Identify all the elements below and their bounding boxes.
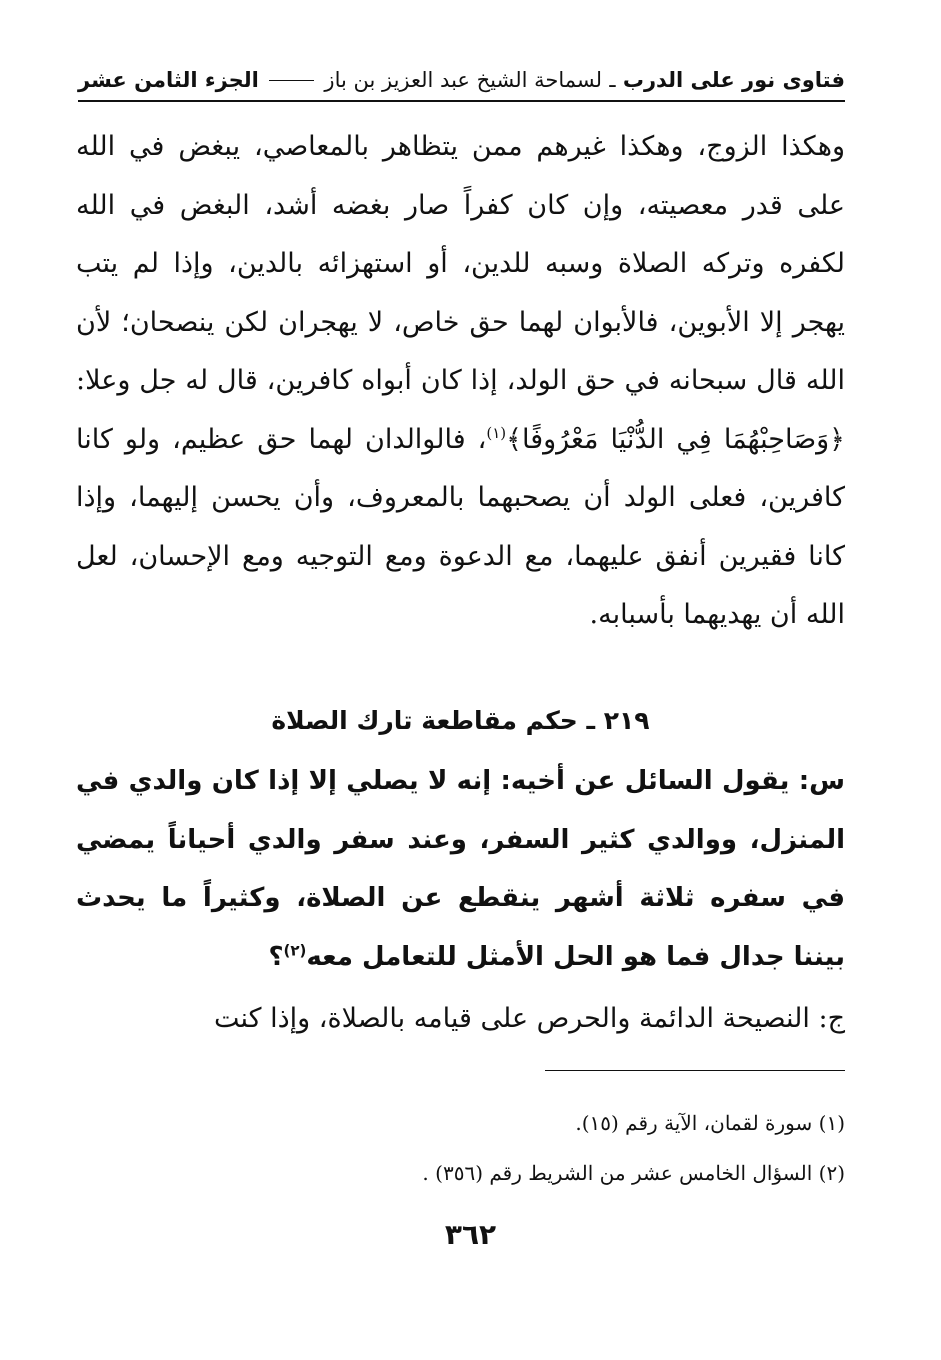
answer-block [76,990,845,1048]
section-dash: ـ [586,706,596,735]
header-rule [269,80,315,81]
answer-label: ج: [818,1003,845,1034]
running-header [78,60,845,102]
footnote-ref-1: (١) [486,423,507,442]
footnote-2: (٢) السؤال الخامس عشر من الشريط رقم (٣٥٦) . [422,1161,845,1185]
section-heading [76,696,845,746]
paragraph-text-before-quote: وهكذا الزوج، وهكذا غيرهم ممن يتظاهر بالمعاصي، يبغض في الله على قدر معصيته، وإن كان كفراً صار بغضه أشد، البغض في الله لكفره وتركه الصلاة وسبه للدين، أو استهزائه بالدين، وإذا لم يتب يهجر إلا الأبوين، فالأبوان لهما حق خاص، لا يهجران لكن ينصحان؛ لأن الله قال سبحانه في حق الولد، إذا كان أبواه كافرين، قال له جل وعلا: [76,131,845,396]
question-block [76,752,845,986]
body-text [76,118,845,645]
footnote-rule [545,1070,845,1071]
section-number: ٢١٩ [603,706,650,735]
header-separator: ـ [609,68,616,92]
question-mark: ؟ [268,941,284,972]
quran-quote: ﴿وَصَاحِبْهُمَا فِي الدُّنْيَا مَعْرُوفًا﴾ [506,423,845,455]
footnote-ref-2: (٢) [283,940,307,959]
question-text: يقول السائل عن أخيه: إنه لا يصلي إلا إذا كان والدي في المنزل، ووالدي كثير السفر، وعند سفر والدي أحياناً يمضي في سفره ثلاثة أشهر ينقطع عن الصلاة، وكثيراً ما يحدث بيننا جدال فما هو الحل الأمثل للتعامل معه [76,766,845,972]
section-title: حكم مقاطعة تارك الصلاة [271,706,578,735]
header-book-info [324,68,845,92]
paragraph-text-after-quote: ، فالوالدان لهما حق عظيم، ولو كانا كافرين، فعلى الولد أن يصحبهما بالمعروف، وأن يحسن إليهما، وإذا كانا فقيرين أنفق عليهما، مع الدعوة ومع التوجيه ومع الإحسان، لعل الله أن يهديهما بأسبابه. [76,423,845,630]
header-volume: الجزء الثامن عشر [78,68,259,92]
page-number: ٣٦٢ [444,1218,497,1251]
answer-text: النصيحة الدائمة والحرص على قيامه بالصلاة، وإذا كنت [214,1003,810,1034]
header-book-title: فتاوى نور على الدرب [622,68,845,92]
footnote-1: (١) سورة لقمان، الآية رقم (١٥). [575,1111,845,1135]
header-author: لسماحة الشيخ عبد العزيز بن باز [324,68,603,92]
footnotes [76,1098,845,1198]
question-label: س: [798,766,845,796]
body-paragraph [76,118,845,645]
